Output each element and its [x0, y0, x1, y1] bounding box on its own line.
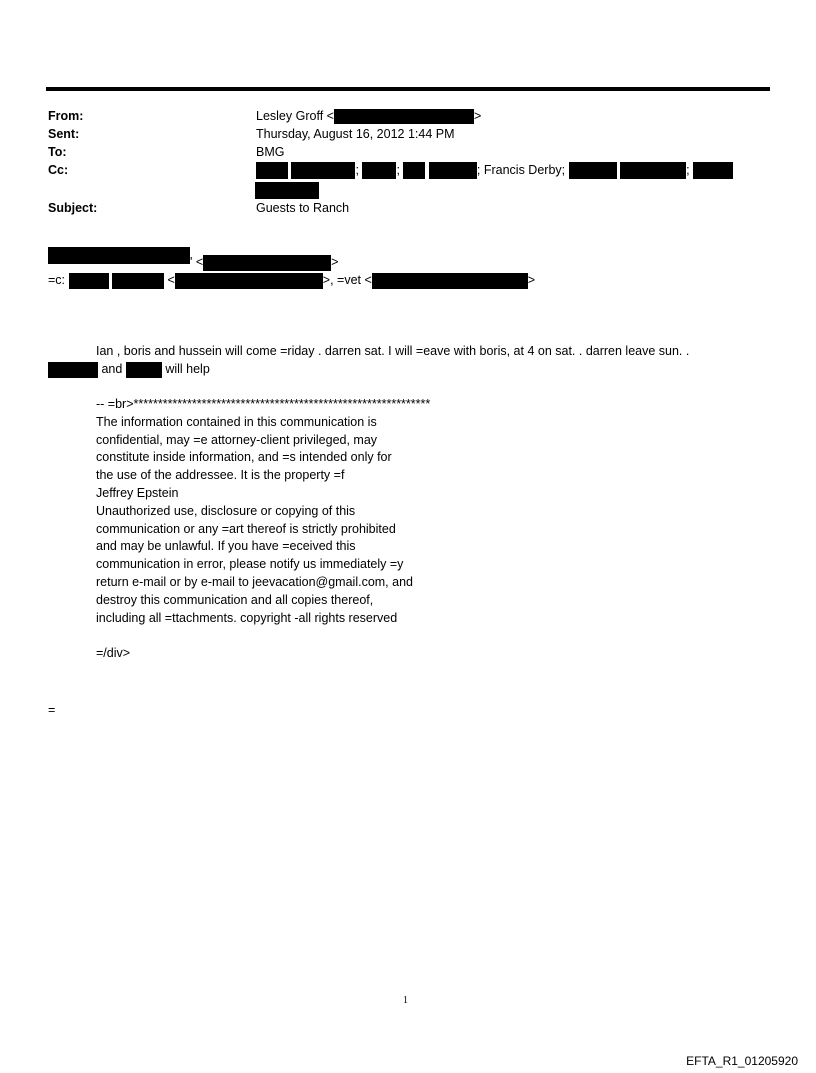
div-close-tag: =/div>: [96, 646, 131, 661]
quoted-line-2-after: >, =vet <: [322, 273, 372, 287]
disclaimer-line: The information contained in this communication is: [96, 414, 377, 429]
redaction-box: [334, 109, 474, 124]
subject-value: Guests to Ranch: [256, 201, 350, 215]
quoted-line-2-prefix: =c:: [48, 273, 66, 287]
sent-label: Sent:: [48, 127, 80, 141]
bates-number: EFTA_R1_01205920: [686, 1054, 798, 1068]
from-close: >: [473, 109, 482, 123]
disclaimer-line: constitute inside information, and =s intended only for: [96, 450, 392, 465]
redaction-box: [372, 273, 528, 289]
disclaimer-line: destroy this communication and all copies thereof,: [96, 592, 374, 607]
redaction-box: [48, 362, 98, 378]
disclaimer: [96, 396, 430, 663]
redaction-box: [126, 362, 162, 378]
disclaimer-line: return e-mail or by e-mail to jeevacation@gmail.com, and: [96, 574, 413, 589]
disclaimer-line: and may be unlawful. If you have =eceived this: [96, 539, 356, 554]
redaction-box: [693, 162, 733, 179]
redaction-box: [429, 162, 477, 179]
trailing-equals: =: [48, 703, 56, 717]
quoted-line-2: [48, 272, 535, 289]
cc-separator: ;: [355, 163, 359, 177]
redaction-box: [291, 162, 355, 179]
cc-separator: ;: [396, 163, 400, 177]
redaction-box: [255, 182, 319, 199]
cc-separator: ;: [686, 163, 690, 177]
cc-value: [256, 162, 733, 179]
quoted-line-1: [190, 254, 338, 271]
sent-value: Thursday, August 16, 2012 1:44 PM: [256, 127, 455, 141]
disclaimer-line: Unauthorized use, disclosure or copying of this: [96, 503, 356, 518]
disclaimer-line: including all =ttachments. copyright -all rights reserved: [96, 610, 398, 625]
quoted-line-2-mid: <: [167, 273, 175, 287]
redaction-box: [256, 162, 288, 179]
redaction-box: [48, 247, 190, 264]
disclaimer-line: Jeffrey Epstein: [96, 485, 179, 500]
cc-label: Cc:: [48, 163, 69, 177]
quoted-line-1-close: >: [331, 255, 339, 269]
quoted-line-2-close: >: [527, 273, 536, 287]
redaction-box: [362, 162, 396, 179]
from-label: From:: [48, 109, 84, 123]
page-number: 1: [403, 995, 408, 1006]
message-and: and: [101, 362, 123, 376]
redaction-box: [175, 273, 323, 289]
disclaimer-line: the use of the addressee. It is the property =f: [96, 468, 345, 483]
subject-label: Subject:: [48, 201, 98, 215]
message-line-2: [48, 361, 210, 379]
quoted-line-1-tail: ' <: [190, 255, 204, 269]
disclaimer-line: confidential, may =e attorney-client privileged, may: [96, 432, 378, 447]
message-line-1: Ian , boris and hussein will come =riday . darren sat. I will =eave with boris, at 4 on sat. . darren leave sun. .: [96, 344, 690, 358]
redaction-box: [69, 273, 109, 289]
redaction-box: [112, 273, 164, 289]
header-rule: [46, 87, 770, 91]
to-value: BMG: [256, 145, 285, 159]
disclaimer-line: communication in error, please notify us immediately =y: [96, 557, 404, 572]
redaction-box: [203, 255, 331, 271]
disclaimer-separator: -- =br>*************************************************************: [96, 397, 431, 411]
redaction-box: [403, 162, 425, 179]
from-value: [256, 108, 481, 124]
to-label: To:: [48, 145, 67, 159]
redaction-box: [569, 162, 617, 179]
from-name: Lesley Groff <: [256, 109, 334, 123]
message-tail: will help: [165, 362, 210, 376]
redaction-box: [620, 162, 686, 179]
disclaimer-line: communication or any =art thereof is strictly prohibited: [96, 521, 396, 536]
cc-francis: ; Francis Derby;: [476, 163, 566, 177]
